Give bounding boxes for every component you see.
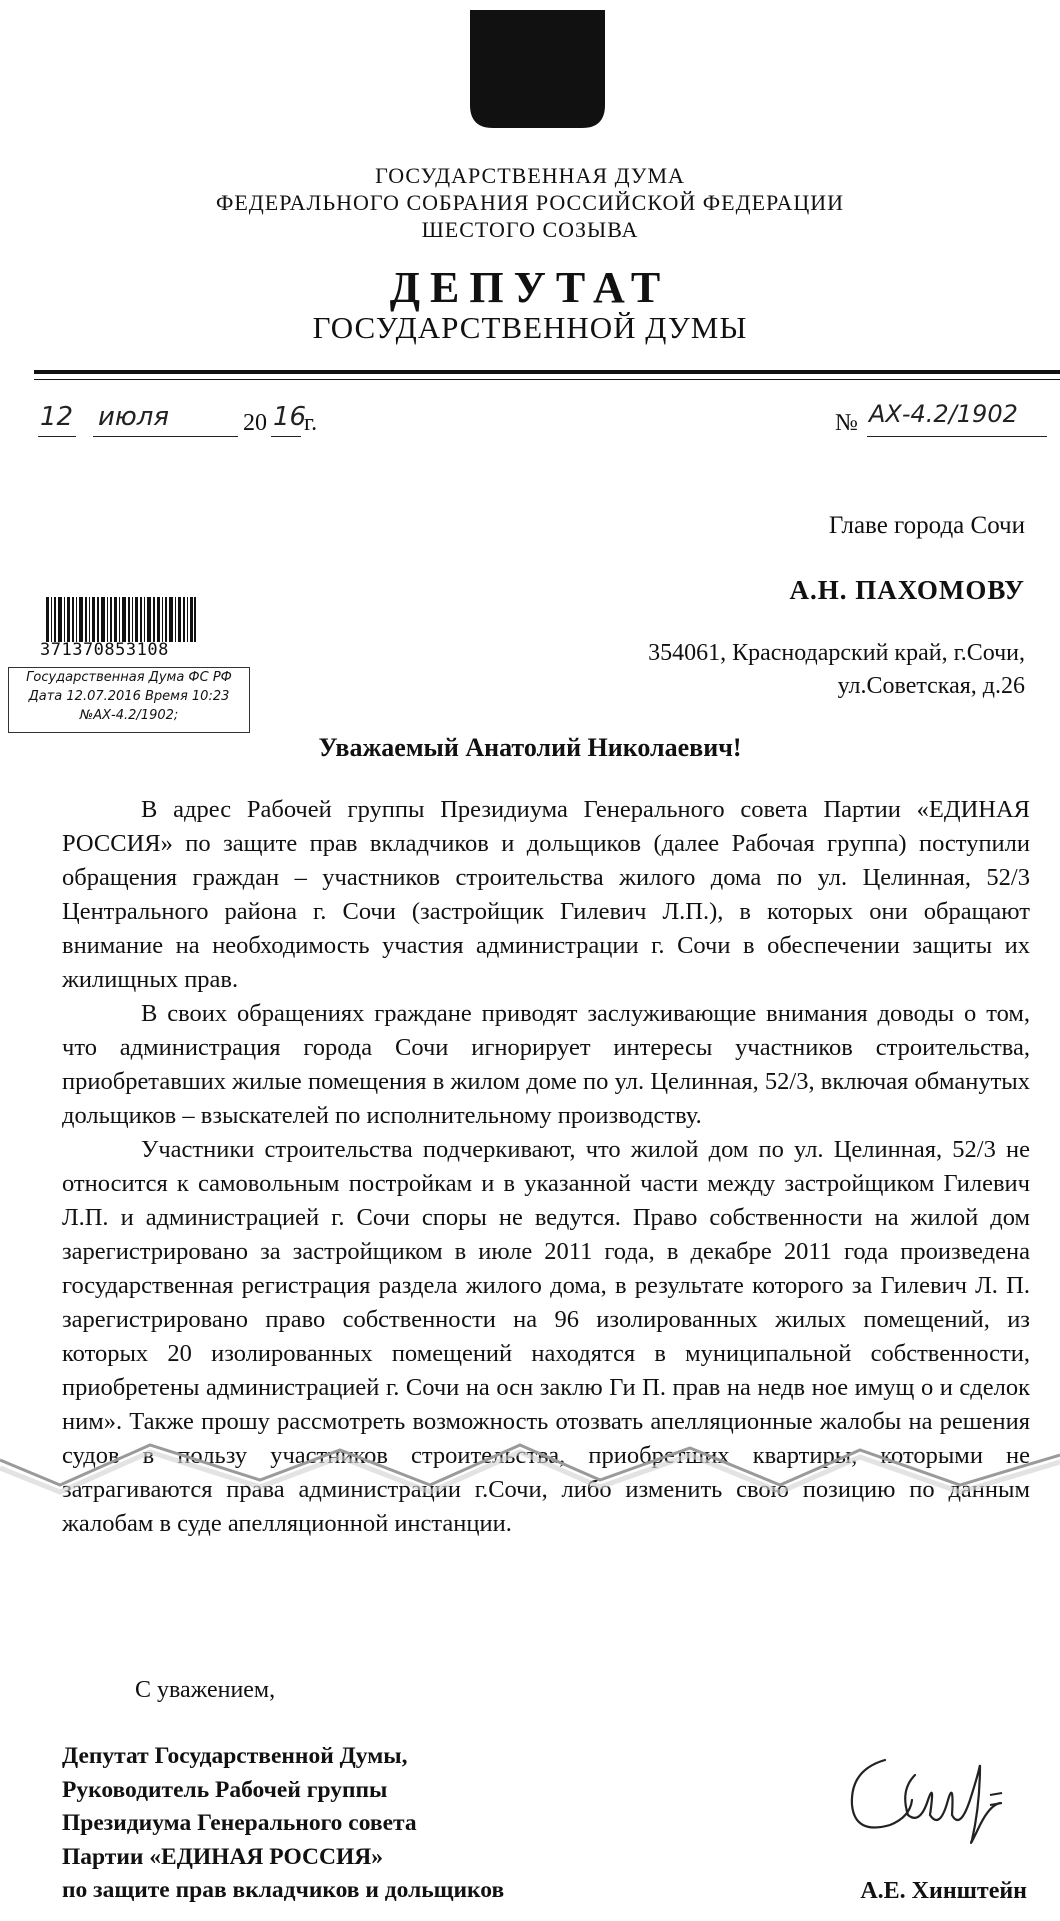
signature-block [62,1740,504,1908]
date-g: г. [304,410,318,436]
signatory-name: А.Е. Хинштейн [860,1878,1027,1904]
registration-line3: №АХ-4.2/1902; [79,708,179,723]
signature-line4: Партии «ЕДИНАЯ РОССИЯ» [62,1843,383,1870]
date-month: июля [98,402,170,432]
date-day: 12 [40,402,74,432]
recipient-title: Главе города Сочи [828,512,1025,539]
date-year-underline [271,436,301,437]
date-month-underline [93,436,238,437]
letterhead-line1: ГОСУДАРСТВЕННАЯ ДУМА [375,163,685,188]
handwritten-signature [830,1745,1030,1845]
salutation: Уважаемый Анатолий Николаевич! [318,733,742,762]
signature-line3: Президиума Генерального совета [62,1810,417,1836]
registration-line1: Государственная Дума ФС РФ [26,670,232,685]
barcode [46,597,196,642]
recipient-address2: ул.Советская, д.26 [837,673,1025,699]
signature-line5: по защите прав вкладчиков и дольщиков [62,1877,505,1903]
signature-line1: Депутат Государственной Думы, [62,1743,408,1769]
number-value: АХ-4.2/1902 [869,400,1018,428]
letterhead-title: ДЕПУТАТ [389,263,671,312]
letter-body [62,793,1030,1541]
registration-line2: Дата 12.07.2016 Время 10:23 [28,689,230,704]
recipient-address1: 354061, Краснодарский край, г.Сочи, [648,640,1025,666]
date-year-prefix: 20 [243,410,267,436]
signature-line2: Руководитель Рабочей группы [62,1776,388,1803]
state-emblem [470,10,605,130]
letterhead-subtitle: ГОСУДАРСТВЕННОЙ ДУМЫ [312,310,748,345]
paragraph-2: В своих обращениях граждане приводят заслуживающие внимания доводы о том, что администрация города Сочи игнорирует интересы участников строительства, приобретавших жилые помещения в жилом доме по ул. Целинная, 52/3, включая обманутых дольщиков – взыскателей по исполнительному производству. [62,1000,1030,1129]
header-rule-thin [34,379,1060,380]
letterhead-line3: ШЕСТОГО СОЗЫВА [421,217,639,242]
date-year-suffix: 16 [273,402,307,432]
header-rule-thick [34,370,1060,374]
paper-fold-crease [0,1430,1060,1500]
closing: С уважением, [135,1677,276,1703]
recipient-name: А.Н. ПАХОМОВУ [789,575,1025,605]
number-sign: № [835,410,858,436]
number-line [835,398,1050,440]
paragraph-3: Участники строительства подчеркивают, что жилой дом по ул. Целинная, 52/3 не относится к самовольным постройкам и в указанной части между застройщиком Гилевич Л.П. и администрацией г. Сочи споры не ведутся. Право собственности на жилой дом зарегистрировано за застройщиком в июле 2011 года, в декабре 2011 года произведена государственная регистрация раздела жилого дома, в результате которого за Гилевич Л. П. зарегистрировано право собственности на 96 изолированных жилых помещений, из которых 20 изолированных помещений находятся в муниципальной собственности, приобретены администрацией г. Сочи на осн заклю Ги П. прав на недв ное имущ о и сделок ним». Также прошу рассмотреть возможность отозвать апелляционные жалобы на решения судов в пользу участников строительства, приобретших квартиры, которыми не затрагиваются права администрации г.Сочи, либо изменить свою позицию по данным жалобам в суде апелляционной инстанции. [62,1136,1030,1537]
date-day-underline [38,436,76,437]
paragraph-1: В адрес Рабочей группы Президиума Генерального совета Партии «ЕДИНАЯ РОССИЯ» по защите прав вкладчиков и дольщиков (далее Рабочая группа) поступили обращения граждан – участников строительства жилого дома по ул. Целинная, 52/3 Центрального района г. Сочи (застройщик Гилевич Л.П.), в которых они обращают внимание на необходимость участия администрации г. Сочи в обеспечении защиты их жилищных прав. [62,796,1030,993]
date-line [38,400,338,440]
number-underline [867,436,1047,437]
registration-stamp [8,667,250,733]
barcode-number: 371370853108 [40,640,169,660]
letterhead-line2: ФЕДЕРАЛЬНОГО СОБРАНИЯ РОССИЙСКОЙ ФЕДЕРАЦИИ [215,190,844,215]
